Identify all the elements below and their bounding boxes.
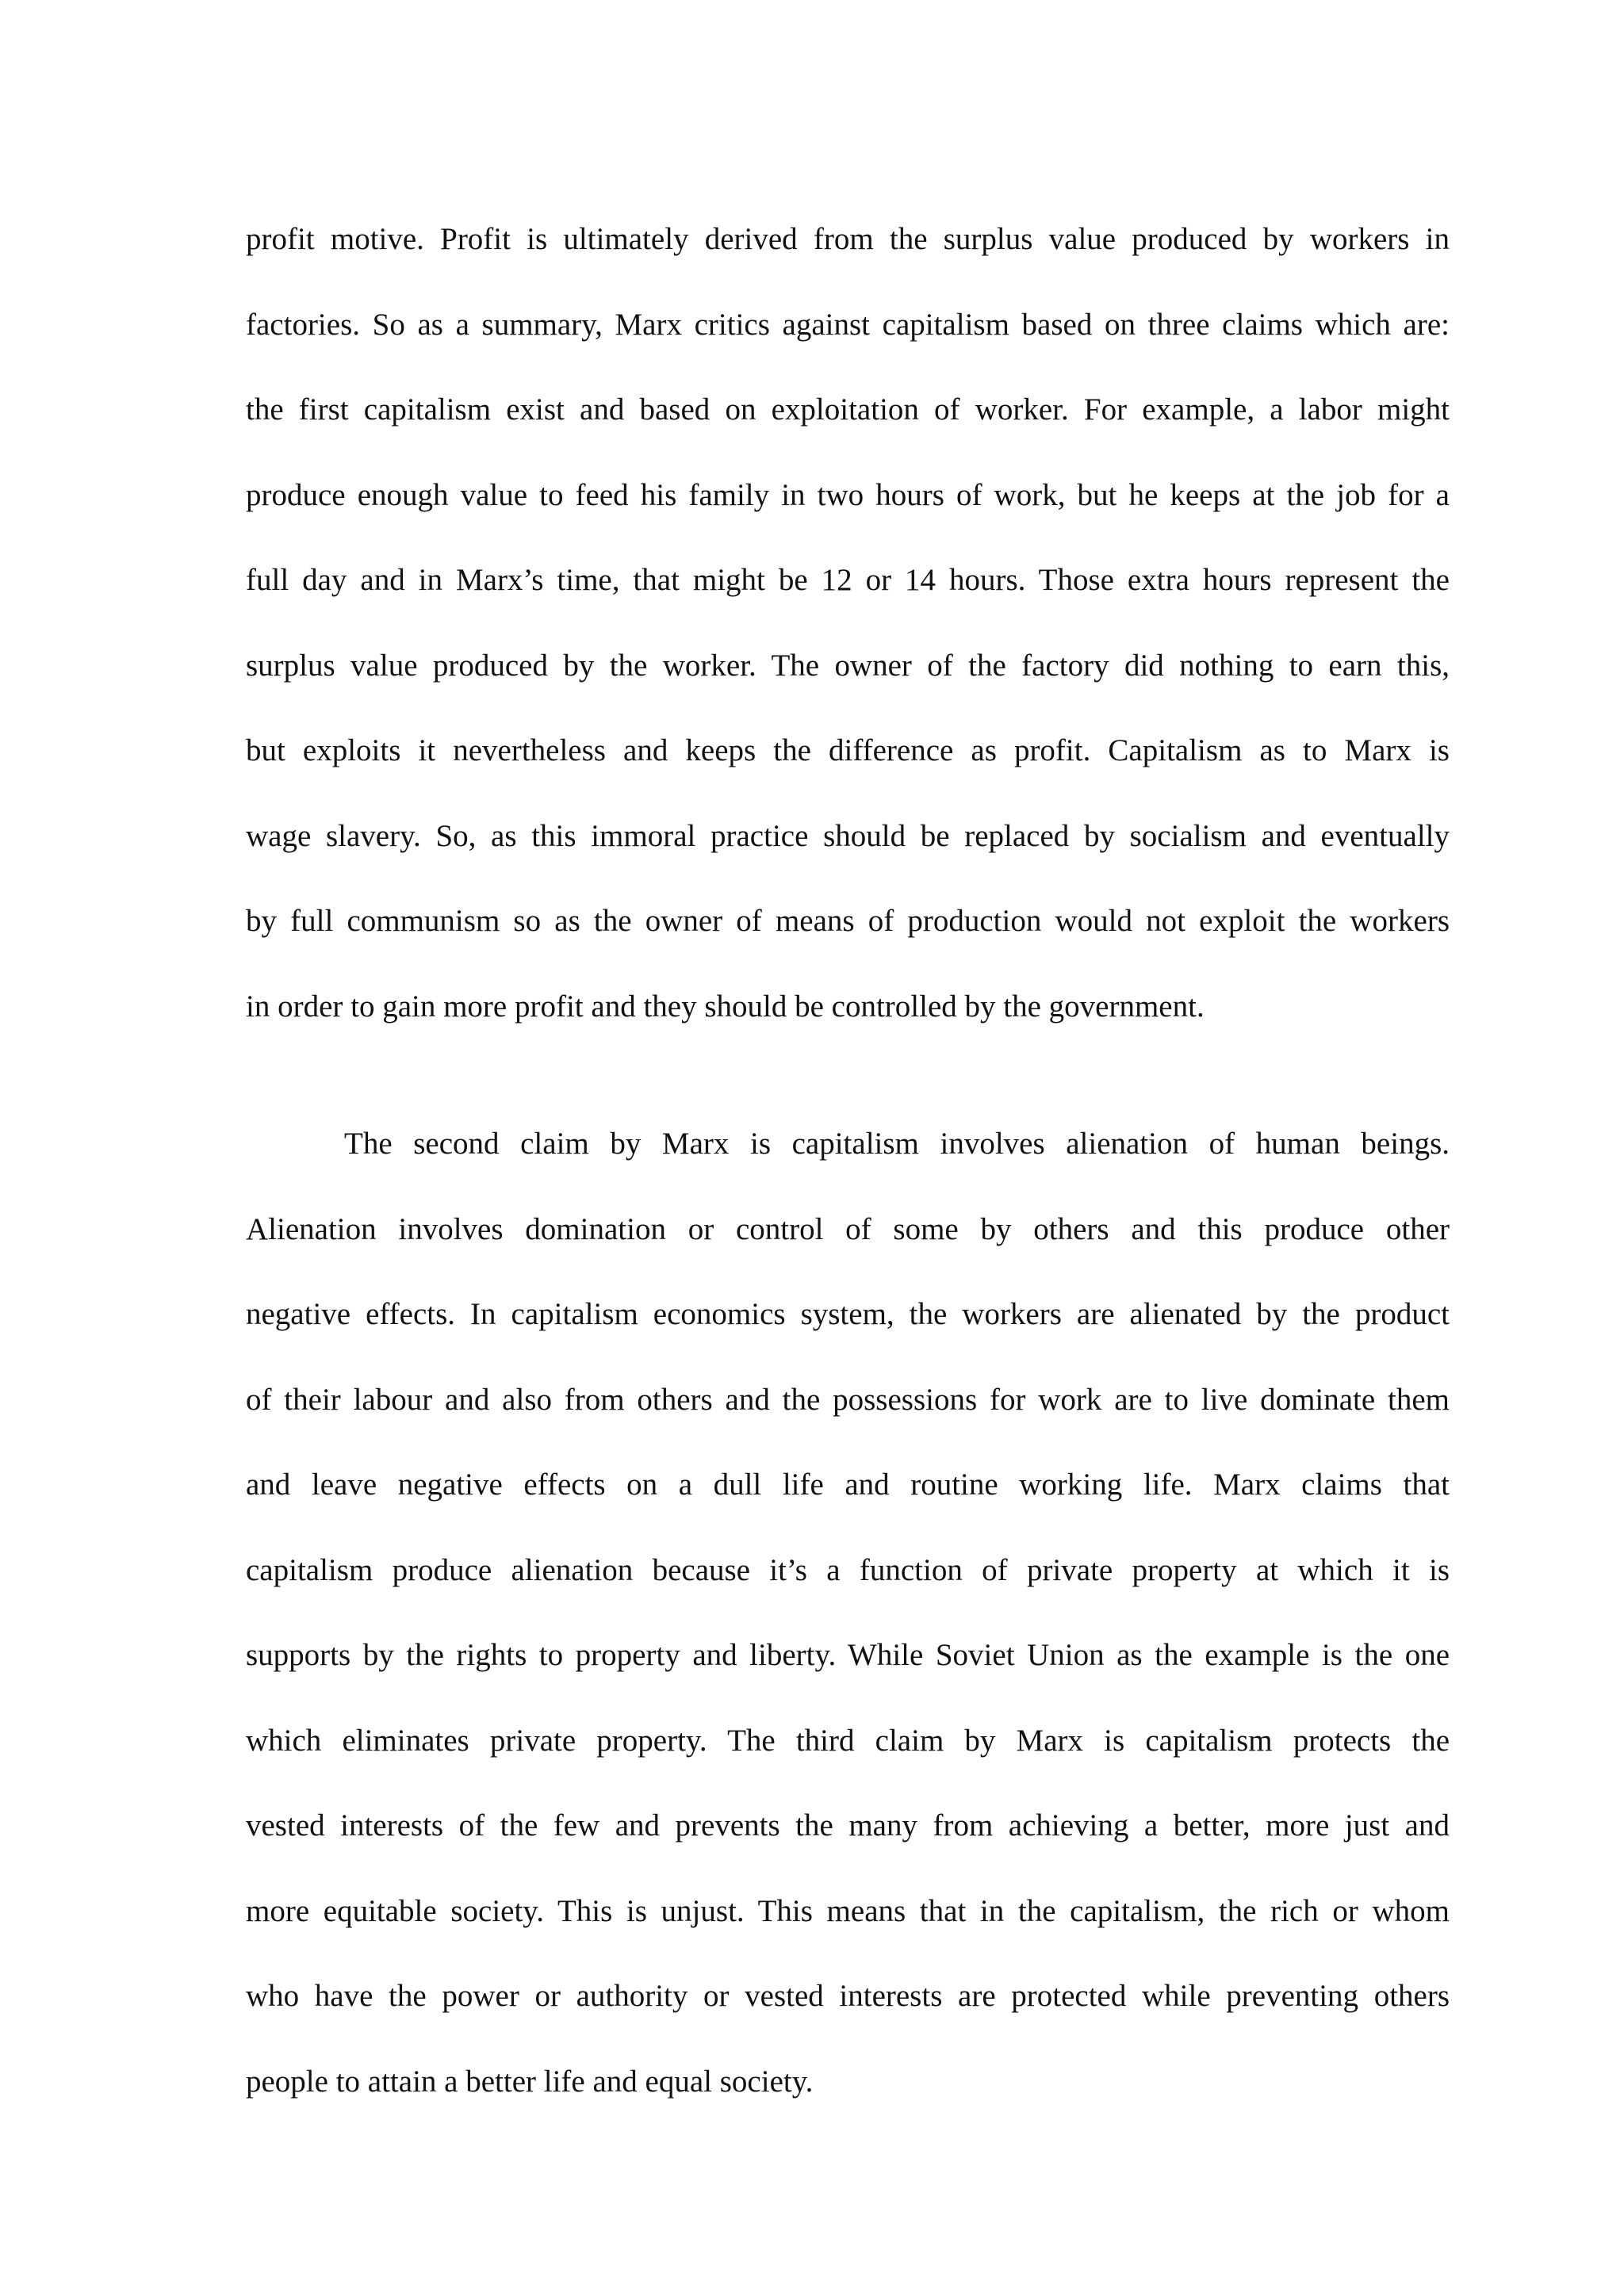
text-line: negative effects. In capitalism economics system, the workers are alienated by the product — [246, 1297, 1450, 1331]
text-line: full day and in Marx’s time, that might be 12 or 14 hours. Those extra hours represent the — [246, 563, 1450, 597]
text-line: wage slavery. So, as this immoral practice should be replaced by socialism and eventually — [246, 818, 1450, 853]
text-line: produce enough value to feed his family in two hours of work, but he keeps at the job for a — [246, 477, 1450, 512]
text-line: the first capitalism exist and based on exploitation of worker. For example, a labor might — [246, 392, 1450, 427]
text-line: profit motive. Profit is ultimately derived from the surplus value produced by workers in — [246, 222, 1450, 256]
paragraph-2 — [246, 1101, 1450, 2124]
text-line: but exploits it nevertheless and keeps the difference as profit. Capitalism as to Marx is — [246, 733, 1450, 767]
text-line: The second claim by Marx is capitalism involves alienation of human beings. — [344, 1127, 1450, 1161]
text-line: factories. So as a summary, Marx critics against capitalism based on three claims which are: — [246, 307, 1450, 342]
text-line: who have the power or authority or vested interests are protected while preventing others — [246, 1979, 1450, 2013]
text-line: which eliminates private property. The third claim by Marx is capitalism protects the — [246, 1723, 1450, 1758]
text-line: capitalism produce alienation because it’s a function of private property at which it is — [246, 1552, 1450, 1587]
text-line: people to attain a better life and equal society. — [246, 2064, 814, 2099]
paragraph-1 — [246, 197, 1450, 1049]
text-line: surplus value produced by the worker. The owner of the factory did nothing to earn this, — [246, 648, 1450, 683]
text-line: more equitable society. This is unjust. This means that in the capitalism, the rich or whom — [246, 1893, 1450, 1928]
text-line: of their labour and also from others and the possessions for work are to live dominate them — [246, 1382, 1450, 1417]
text-line: Alienation involves domination or control of some by others and this produce other — [246, 1211, 1450, 1246]
text-line: vested interests of the few and prevents the many from achieving a better, more just and — [246, 1808, 1450, 1843]
text-line: in order to gain more profit and they should be controlled by the government. — [246, 989, 1205, 1024]
text-line: and leave negative effects on a dull life and routine working life. Marx claims that — [246, 1468, 1450, 1502]
text-line: supports by the rights to property and liberty. While Soviet Union as the example is the one — [246, 1638, 1450, 1672]
text-line: by full communism so as the owner of means of production would not exploit the workers — [246, 904, 1450, 938]
